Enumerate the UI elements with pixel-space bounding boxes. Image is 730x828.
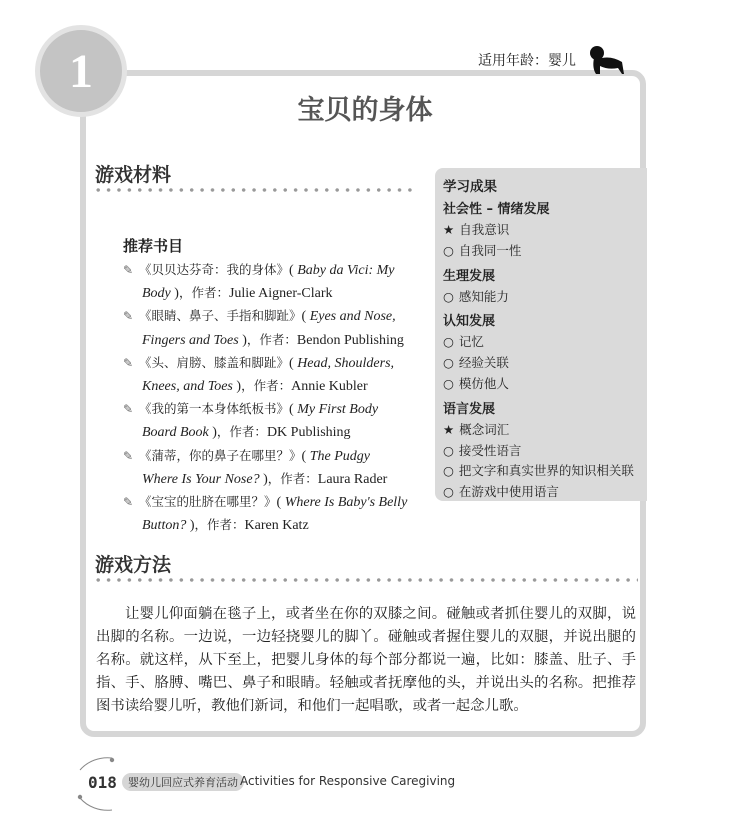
book-title-en: Activities for Responsive Caregiving [240, 774, 456, 788]
outcome-text: 自我同一性 [458, 242, 522, 258]
book-line [123, 375, 423, 398]
materials-heading: 游戏材料 [95, 164, 172, 186]
paren: ( [301, 309, 310, 325]
crawling-baby-icon [588, 44, 624, 78]
circle-icon: ○ [443, 375, 454, 391]
book-line [123, 398, 423, 421]
book-author: Annie Kubler [291, 379, 368, 395]
book-item [123, 445, 423, 491]
pencil-icon: ✎ [123, 448, 134, 463]
book-line [123, 329, 423, 352]
author-label: ，作者： [267, 470, 318, 486]
circle-icon: ○ [443, 463, 454, 479]
book-line [123, 445, 423, 468]
outcome-category: 语言发展 [443, 401, 496, 417]
book-item [123, 398, 423, 444]
book-line [123, 352, 423, 375]
paragraph-line: 出脚的名称。一边说，一边轻挠婴儿的脚丫。碰触或者握住婴儿的双腿，并说出腿的 [96, 629, 636, 645]
book-list [123, 259, 423, 537]
circle-icon: ○ [443, 242, 454, 258]
book-en-title-part: Where Is Baby's Belly [284, 495, 408, 511]
book-author: Bendon Publishing [296, 332, 404, 348]
outcome-text: 接受性语言 [458, 442, 522, 458]
dotted-divider [93, 578, 638, 582]
method-heading: 游戏方法 [95, 554, 172, 576]
circle-icon: ○ [443, 334, 454, 350]
book-cn-title: 《宝宝的肚脐在哪里？》 [139, 494, 277, 510]
book-cn-title: 《蒲蒂，你的鼻子在哪里？》 [139, 447, 302, 463]
author-label: ，作者： [194, 517, 245, 533]
book-title-cn: 婴幼儿回应式养育活动 [122, 773, 244, 791]
method-paragraph [96, 603, 636, 718]
book-item [123, 352, 423, 398]
paren: ) [238, 332, 247, 348]
book-line [123, 282, 423, 305]
activity-number: 1 [69, 45, 93, 98]
book-en-title-part: Button? [142, 518, 187, 534]
outcome-text: 把文字和真实世界的知识相关联 [458, 463, 634, 479]
pencil-icon: ✎ [123, 309, 134, 324]
circle-icon: ○ [443, 484, 454, 500]
pencil-icon: ✎ [123, 495, 134, 510]
book-item [123, 259, 423, 305]
outcome-category: 生理发展 [443, 268, 496, 284]
learning-outcomes-panel [435, 168, 647, 501]
circle-icon: ○ [443, 355, 454, 371]
book-line [123, 491, 423, 514]
author-label: ，作者： [216, 424, 267, 440]
book-cn-title: 《头、肩膀、膝盖和脚趾》 [139, 354, 290, 370]
paragraph-line: 让婴儿仰面躺在毯子上，或者坐在你的双膝之间。碰触或者抓住婴儿的双脚，说 [125, 606, 636, 622]
book-en-title-part: Fingers and Toes [142, 332, 239, 348]
author-label: ，作者： [178, 285, 229, 301]
page-footer [60, 750, 560, 820]
outcome-text: 自我意识 [459, 222, 510, 237]
book-en-title-part: Body [142, 286, 171, 302]
outcome-item [443, 353, 639, 374]
pencil-icon: ✎ [123, 355, 134, 370]
outcome-item [443, 220, 639, 241]
outcome-item [443, 241, 639, 262]
pencil-icon: ✎ [123, 263, 134, 277]
outcome-item [443, 461, 639, 482]
book-en-title-part: Knees, and Toes [142, 379, 233, 395]
book-en-title-part: Head, Shoulders, [297, 355, 395, 371]
paren: ( [289, 402, 298, 418]
book-item [123, 305, 423, 351]
star-icon: ★ [443, 222, 455, 237]
outcome-category: 社会性 – 情绪发展 [443, 202, 550, 217]
paragraph-line: 名称。就这样，从下至上，把婴儿身体的每个部分都说一遍，比如：膝盖、肚子、手 [96, 652, 636, 668]
book-author: Karen Katz [244, 518, 309, 534]
book-author: Laura Rader [317, 471, 388, 487]
paren: ( [289, 263, 298, 278]
book-en-title-part: Baby da Vici: My [297, 263, 395, 278]
star-icon: ★ [443, 421, 455, 437]
outcome-item [443, 482, 639, 503]
paragraph-line: 指、手、胳膊、嘴巴、鼻子和眼睛。轻触或者抚摩他的头，并说出头的名称。把推荐 [96, 675, 636, 691]
paren: ) [170, 286, 179, 302]
outcome-text: 在游戏中使用语言 [458, 484, 559, 500]
book-en-title-part: Where Is Your Nose? [142, 471, 260, 487]
outcomes-heading: 学习成果 [443, 179, 497, 195]
paren: ( [276, 495, 285, 511]
activity-number-badge [35, 25, 127, 117]
circle-icon: ○ [443, 442, 454, 458]
paren: ( [301, 448, 310, 464]
book-line [123, 468, 423, 491]
outcome-item [443, 441, 639, 462]
outcome-item [443, 374, 639, 395]
outcome-item [443, 287, 639, 308]
paren: ) [186, 518, 195, 534]
paren: ) [232, 379, 242, 395]
outcome-text: 经验关联 [458, 355, 509, 371]
paragraph-line: 图书读给婴儿听，教他们新词，和他们一起唱歌，或者一起念儿歌。 [96, 698, 528, 714]
outcome-text: 记忆 [458, 334, 484, 350]
book-cn-title: 《贝贝达芬奇：我的身体》 [139, 262, 290, 277]
author-label: ，作者： [241, 378, 292, 394]
book-line [123, 514, 423, 537]
outcome-category: 认知发展 [443, 314, 496, 330]
book-author: DK Publishing [266, 425, 351, 441]
recommended-books-heading: 推荐书目 [123, 237, 184, 255]
age-label: 适用年龄：婴儿 [478, 53, 576, 69]
book-en-title-part: The Pudgy [309, 448, 370, 464]
book-cn-title: 《我的第一本身体纸板书》 [139, 401, 290, 417]
paren: ( [289, 355, 298, 371]
book-en-title-part: Board Book [142, 425, 209, 441]
pencil-icon: ✎ [123, 402, 134, 417]
outcome-item [443, 332, 639, 353]
outcome-text: 概念词汇 [459, 421, 510, 437]
paren: ) [208, 425, 217, 441]
book-author: Julie Aigner-Clark [228, 286, 333, 302]
author-label: ，作者： [246, 331, 297, 347]
book-en-title-part: Eyes and Nose, [309, 309, 396, 325]
book-cn-title: 《眼睛、鼻子、手指和脚趾》 [139, 308, 302, 324]
outcome-text: 模仿他人 [458, 375, 509, 391]
dotted-divider [93, 188, 418, 192]
book-line [123, 259, 423, 282]
book-en-title-part: My First Body [297, 402, 379, 418]
outcome-text: 感知能力 [458, 288, 509, 304]
circle-icon: ○ [443, 288, 454, 304]
book-line [123, 305, 423, 328]
outcome-item [443, 420, 639, 441]
book-line [123, 421, 423, 444]
page-number: 018 [88, 773, 117, 792]
page-title: 宝贝的身体 [297, 95, 433, 126]
book-item [123, 491, 423, 537]
paren: ) [259, 471, 268, 487]
